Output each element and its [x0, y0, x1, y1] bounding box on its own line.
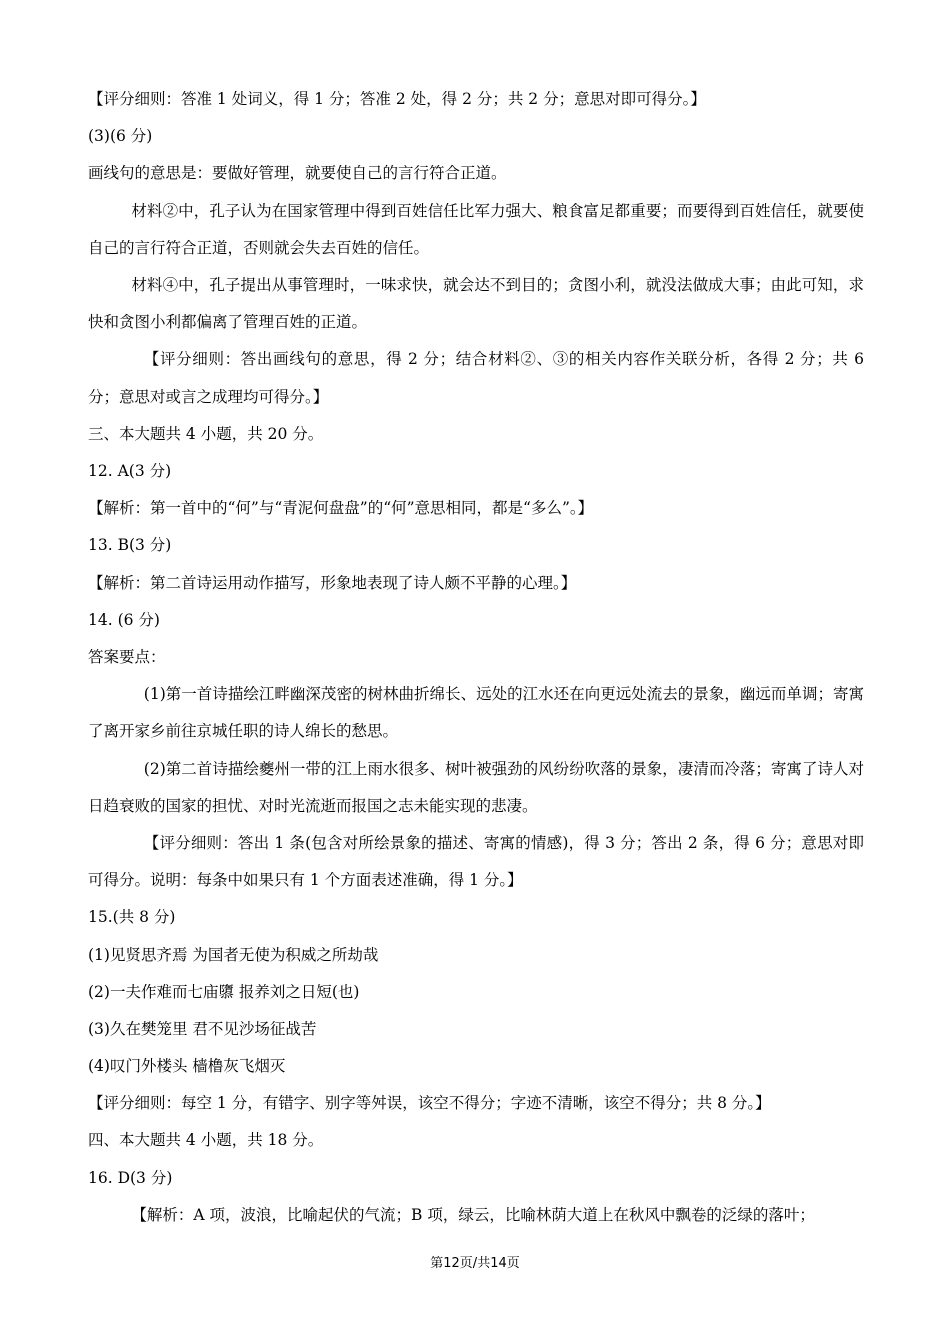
material-2-analysis: 材料②中，孔子认为在国家管理中得到百姓信任比军力强大、粮食富足都重要；而要得到百姓信任，就要使自己的言行符合正道，否则就会失去百姓的信任。	[88, 201, 864, 257]
answer-points-label: 答案要点：	[88, 647, 166, 666]
question-15-item-3: (3)久在樊笼里 君不见沙场征战苦	[88, 1019, 317, 1038]
page-content	[88, 81, 864, 1234]
question-12-answer: 12. A(3 分)	[88, 461, 172, 480]
scoring-note-2: 【评分细则：答准 1 处词义，得 1 分；答准 2 处，得 2 分；共 2 分；意思对即可得分。】	[88, 90, 706, 108]
page-number-footer: 第12页/共14页	[430, 1256, 520, 1271]
question-12-explanation: 【解析：第一首中的“何”与“青泥何盘盘”的“何”意思相同，都是“多么”。】	[88, 499, 594, 518]
scoring-note-14: 【评分细则：答出 1 条(包含对所绘景象的描述、寄寓的情感)，得 3 分；答出 2 条，得 6 分；意思对即可得分。说明：每条中如果只有 1 个方面表述准确，得 1 分。】	[88, 833, 864, 890]
question-15-item-2: (2)一夫作难而七庙隳 报养刘之日短(也)	[88, 982, 360, 1001]
question-15-label: 15.(共 8 分)	[88, 908, 176, 927]
answer-point-2: (2)第二首诗描绘夔州一带的江上雨水很多、树叶被强劲的风纷纷吹落的景象，凄清而冷落；寄寓了诗人对日趋衰败的国家的担忧、对时光流逝而报国之志未能实现的悲凄。	[88, 759, 864, 815]
scoring-note-6: 【评分细则：答出画线句的意思，得 2 分；结合材料②、③的相关内容作关联分析，各得 2 分；共 6 分；意思对或言之成理均可得分。】	[88, 350, 864, 406]
question-15-item-4: (4)叹门外楼头 樯橹灰飞烟灭	[88, 1057, 286, 1076]
question-15-item-1: (1)见贤思齐焉 为国者无使为积威之所劫哉	[88, 945, 379, 964]
subquestion-3-label: (3)(6 分)	[88, 127, 153, 146]
answer-sentence-meaning: 画线句的意思是：要做好管理，就要使自己的言行符合正道。	[88, 164, 507, 183]
question-16-answer: 16. D(3 分)	[88, 1168, 173, 1187]
question-16-explanation: 【解析：A 项，波浪，比喻起伏的气流；B 项，绿云，比喻林荫大道上在秋风中飘卷的泛绿的落叶；	[131, 1205, 815, 1224]
scoring-note-15: 【评分细则：每空 1 分，有错字、别字等舛误，该空不得分；字迹不清晰，该空不得分；共 8 分。】	[88, 1094, 771, 1113]
question-13-answer: 13. B(3 分)	[88, 536, 172, 555]
answer-point-1: (1)第一首诗描绘江畔幽深茂密的树林曲折绵长、远处的江水还在向更远处流去的景象，幽远而单调；寄寓了离开家乡前往京城任职的诗人绵长的愁思。	[88, 685, 864, 741]
section-3-heading: 三、本大题共 4 小题，共 20 分。	[88, 424, 324, 443]
material-4-analysis: 材料④中，孔子提出从事管理时，一味求快，就会达不到目的；贪图小利，就没法做成大事；由此可知，求快和贪图小利都偏离了管理百姓的正道。	[88, 275, 864, 332]
question-14-label: 14. (6 分)	[88, 610, 160, 629]
question-13-explanation: 【解析：第二首诗运用动作描写，形象地表现了诗人颇不平静的心理。】	[88, 573, 577, 592]
section-4-heading: 四、本大题共 4 小题，共 18 分。	[88, 1131, 324, 1150]
